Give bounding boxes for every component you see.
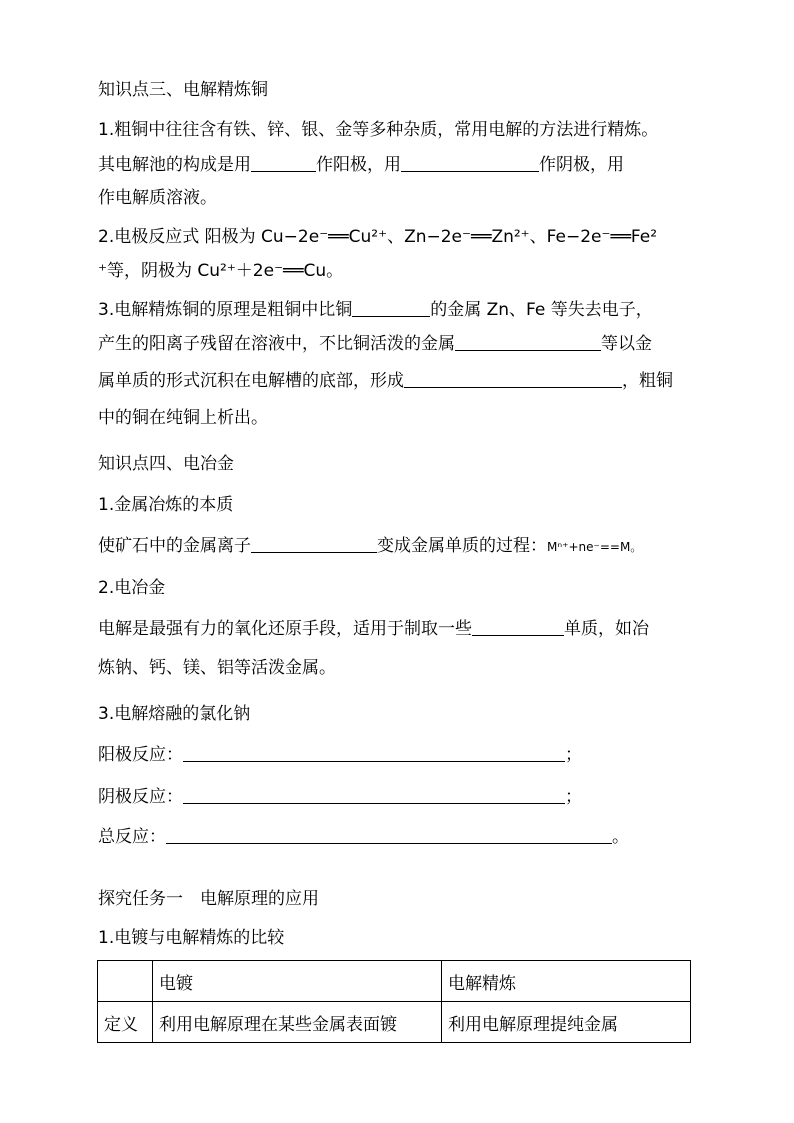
subheading: 2.电冶金: [98, 578, 166, 598]
header-cell: 电镀: [153, 961, 442, 1002]
answer-blank[interactable]: [401, 154, 539, 172]
answer-blank[interactable]: [183, 744, 565, 762]
paragraph-3-line-3: 属单质的形式沉积在电解槽的底部，形成 ，粗铜: [98, 371, 673, 391]
answer-blank[interactable]: [251, 154, 316, 172]
anode-reaction-line: 阳极反应： ；: [98, 745, 582, 765]
total-reaction-line: 总反应： 。: [98, 827, 629, 847]
answer-blank[interactable]: [472, 618, 564, 636]
paragraph-3-line-1: 3.电解精炼铜的原理是粗铜中比铜 的金属 Zn、Fe 等失去电子，: [98, 300, 653, 320]
cathode-reaction-line: 阴极反应： ；: [98, 787, 582, 807]
section-title: 知识点四、电冶金: [98, 454, 234, 474]
task-title: 探究任务一 电解原理的应用: [98, 889, 319, 909]
electrometallurgy-line-1: 电解是最强有力的氧化还原手段，适用于制取一些 单质，如冶: [98, 619, 649, 639]
answer-blank[interactable]: [404, 370, 622, 388]
subheading: 3.电解熔融的氯化钠: [98, 704, 251, 724]
table-cell: 定义: [98, 1002, 153, 1043]
table-cell: 利用电解原理在某些金属表面镀: [153, 1002, 442, 1043]
table-header-row: [98, 961, 691, 1002]
table-row: [98, 1002, 691, 1043]
subheading: 1.金属冶炼的本质: [98, 495, 234, 515]
answer-blank[interactable]: [455, 333, 601, 351]
reduction-equation: Mⁿ⁺+ne⁻==M。: [547, 540, 643, 554]
answer-blank[interactable]: [352, 299, 430, 317]
smelting-essence-line: 使矿石中的金属离子 变成金属单质的过程：Mⁿ⁺+ne⁻==M。: [98, 536, 643, 556]
answer-blank[interactable]: [251, 535, 377, 553]
comparison-table: [97, 960, 691, 1043]
task-subheading: 1.电镀与电解精炼的比较: [98, 928, 285, 948]
header-cell: 电解精炼: [442, 961, 691, 1002]
section-title: 知识点三、电解精炼铜: [98, 80, 268, 100]
paragraph-2-line-1: 2.电极反应式 阳极为 Cu−2e⁻══Cu²⁺、Zn−2e⁻══Zn²⁺、Fe−2e⁻══Fe²: [98, 227, 658, 247]
paragraph-1-line-1: 1.粗铜中往往含有铁、锌、银、金等多种杂质，常用电解的方法进行精炼。: [98, 120, 659, 140]
electrometallurgy-line-2: 炼钠、钙、镁、铝等活泼金属。: [98, 658, 336, 678]
paragraph-3-line-2: 产生的阳离子残留在溶液中，不比铜活泼的金属 等以金: [98, 334, 652, 354]
answer-blank[interactable]: [166, 826, 612, 844]
answer-blank[interactable]: [183, 786, 565, 804]
paragraph-1-line-3: 作电解质溶液。: [98, 188, 217, 208]
table-cell: 利用电解原理提纯金属: [442, 1002, 691, 1043]
paragraph-2-line-2: ⁺等，阴极为 Cu²⁺＋2e⁻══Cu。: [98, 261, 344, 281]
paragraph-3-line-4: 中的铜在纯铜上析出。: [98, 408, 268, 428]
header-cell: [98, 961, 153, 1002]
paragraph-1-line-2: 其电解池的构成是用 作阳极，用 作阴极，用: [98, 155, 624, 175]
